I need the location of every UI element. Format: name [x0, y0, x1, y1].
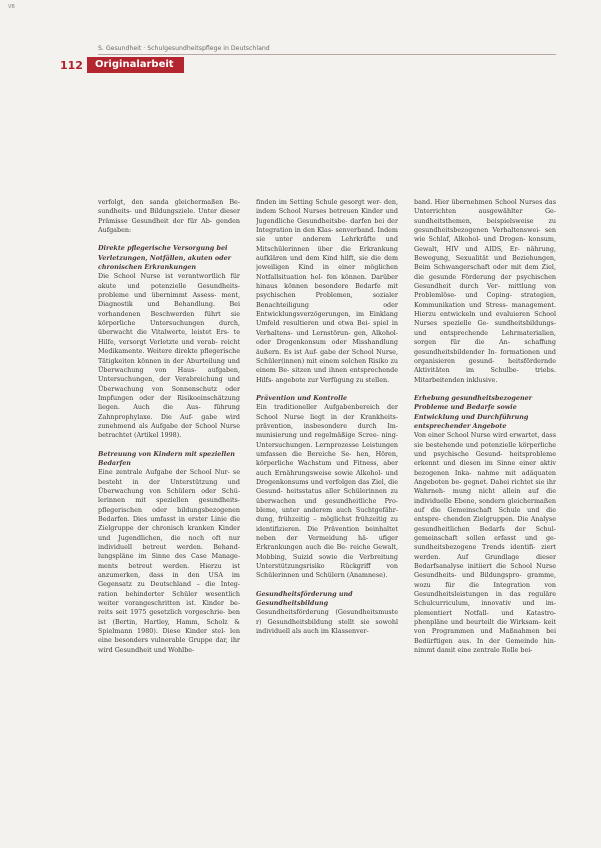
- body-paragraph: Eine zentrale Aufgabe der School Nur- se besteht in der Unterstützung und Überwachung von Schülern oder Schü- lerinnen mit speziellen gesundheits- pflegerischen oder bildungsbezogenen Bedarfen. Dies umfasst in erster Linie die Zielgruppe der chronisch kranken Kinder und Jugendlichen, die noch oft nur individuell betreut werden. Behand- lungspläne im Sinne des Case Manage- ments betreut werden. Hierzu ist anzumerken, dass in den USA im Gegensatz zu Deutschland – die Integ- ration behinderter Schüler wesentlich weiter vorangeschritten ist. Kinder be- reits seit 1975 gesetzlich vorgeschrie- ben ist (Bertin, Hartley, Hamm, Scholz & Spielmann 1980). Diese Kinder stel- len eine besonders vulnerable Gruppe dar, ihr wird Gesundheit und Wohlbe-: [98, 468, 240, 654]
- section-label: Originalarbeit: [87, 57, 184, 73]
- section-heading: Prävention und Kontrolle: [256, 393, 348, 402]
- text-column-2: [256, 198, 398, 843]
- body-paragraph: Ein traditioneller Aufgabenbereich der School Nurse liegt in der Krankheits- prävention, insbesondere durch Im- munisierung und regelmäßige Scree- ning-Untersuchungen. Lernprozesse Leistungen umfassen die Bereiche Se- hen, Hören, körperliche Wachstum und Fitness, aber auch Ernährungsweise sowie Alkohol- und Drogenkonsums und verfolgen das Ziel, die Gesund- heitsstatus aller Schülerinnen zu überwachen und gesundheitliche Pro- bleme, unter anderem auch Suchtgefähr- dung, frühzeitig – möglichst frühzeitig zu identifizieren. Die Prävention beinhaltet neben der Vermeidung hä- ufiger Erkrankungen auch die Be- reiche Gewalt, Mobbing, Suizid sowie die Verbreitung Unterstützungsrisiko Rückgriff von Schülerinnen und Schülern (Anamnese).: [256, 403, 398, 580]
- running-head: S. Gesundheit · Schulgesundheitspflege in Deutschland: [98, 45, 270, 52]
- body-paragraph: Von einer School Nurse wird erwartet, dass sie bestehende und potenzielle körperliche und psychische Gesund- heitsprobleme erkennt und diesen im Sinne einer aktiv bezogenen Inka- nahme mit adäquaten Angeboten be- gegnet. Dabei richtet sie ihr Wahrneh- mung nicht allein auf die individuelle Ebene, sondern gleichermaßen auf die Gemeinschaft Schule und die entspre- chenden Zielgruppen. Die Analyse gesundheitlichen Bedarfs der Schul- gemeinschaft sollen erfasst und ge- sundheitsbezogene Trends identifi- ziert werden. Auf Grundlage dieser Bedarfsanalyse initiiert die School Nurse Gesundheits- und Bildungspro- gramme, wozu für die Integration von Gesundheitsleistungen in das reguläre Schulcurriculum, innovativ und im- plementiert Notfall- und Katastro- phenpläne und beurteilt die Wirksam- keit von Programmen und Maßnahmen bei Bedürftigen aus. In der Gemeinde hin- nimmt damit eine zentrale Rolle bei-: [414, 431, 556, 655]
- body-paragraph: finden im Setting Schule gesorgt wer- den, indem School Nurses betreuen Kinder und Jugendliche Gesundheitsbe- darfen bei der Integration in den Klas- senverband. Indem sie unter anderem Lehrkräfte und Mitschülerinnen über die Erkrankung aufklären und dem Kind hilft, sie die dem jeweiligen Kind in einer möglichen Notfallsituation hel- fen können. Darüber hinaus können besondere Bedarfe mit psychischen Problemen, sozialer Benachteiligung oder Entwicklungsverzögerungen, im Einklang Umfeld resultieren und etwa Bei- spiel in Verhaltens- und Lernstörun- gen, Alkohol- oder Drogenkonsum oder Misshandlung äußern. Es ist Auf- gabe der School Nurse, Schüler(innen) mit einem solchen Risiko zu einem Be- sitzen und ihnen entsprechende Hilfs- angebote zur Verfügung zu stellen.: [256, 198, 398, 384]
- section-heading: Gesundheitsförderung und Gesundheitsbildung: [256, 589, 353, 608]
- page-number: 112: [60, 59, 83, 72]
- corner-mark: VB: [8, 4, 15, 10]
- text-column-3: [414, 198, 556, 843]
- text-column-1: [98, 198, 240, 843]
- body-paragraph: band. Hier übernehmen School Nurses das Unterrichten ausgewählter Ge- sundheitsthemen, beispielsweise zu gesundheitsbezogenen Verhaltenswei- sen wie Schlaf, Alkohol- und Drogen- konsum, Gewalt, HIV und AIDS, Er- nährung, Bewegung, Sexualität und Beziehungen, Beim Schwangerschaft oder mit dem Ziel, die gesunde Förderung der psychischen Gesundheit durch Ver- mittlung von Problemlöse- und Coping- strategien, Kommunikation und Stress- management. Hierzu entwickeln und evaluieren School Nurses spezielle Ge- sundheitsbildungs- und entsprechende Lehrmaterialien, sorgen für die An- schaffung gesundheitsbildender In- formationen und organisieren gesund- heitsfördernde Aktivitäten im Schulbe- triebs. Mitarbeitenden inklusive.: [414, 198, 556, 384]
- section-heading: Direkte pflegerische Versorgung bei Verletzungen, Notfällen, akuten oder chronischen Erkrankungen: [98, 244, 232, 272]
- section-heading: Erhebung gesundheitsbezogener Probleme und Bedarfe sowie Entwicklung und Durchführung entsprechender Angebote: [414, 393, 533, 430]
- article-body: [98, 198, 556, 843]
- header-rule: [98, 54, 556, 55]
- section-heading: Betreuung von Kindern mit speziellen Bedarfen: [98, 449, 235, 467]
- body-paragraph: verfolgt, den sanda gleichermaßen Be- sundheits- und Bildungsziele. Unter dieser Prämisse Gesundheit der für Ab- genden Aufgaben:: [98, 198, 240, 235]
- body-paragraph: Die School Nurse ist verantwortlich für akute und potenzielle Gesundheits- probleme und übernimmt Assess- ment, Diagnostik und Behandlung. Bei vorhandenen Beschwerden führt sie körperliche Untersuchungen durch, überwacht die Vitalwerte, leistet Ers- te Hilfe, versorgt Verletzte und verab- reicht Medikamente. Weitere direkte pflegerische Tätigkeiten können in der Aburteilung und Überwachung von Haus- aufgaben, Untersuchungen, der Verabreichung und Überwachung von Sonnenschutz oder Impfungen oder der Risikoeinschätzung liegen. Auch die Aus- führung Zahnprophylaxe. Die Auf- gabe wird zunehmend als Aufgabe der School Nurse betrachtet (Artikel 1998).: [98, 272, 240, 440]
- body-paragraph: Gesundheitsförderung (Gesundheitsmuste r) Gesundheitsbildung stellt sie sowohl individuell als auch im Klassenver-: [256, 608, 398, 636]
